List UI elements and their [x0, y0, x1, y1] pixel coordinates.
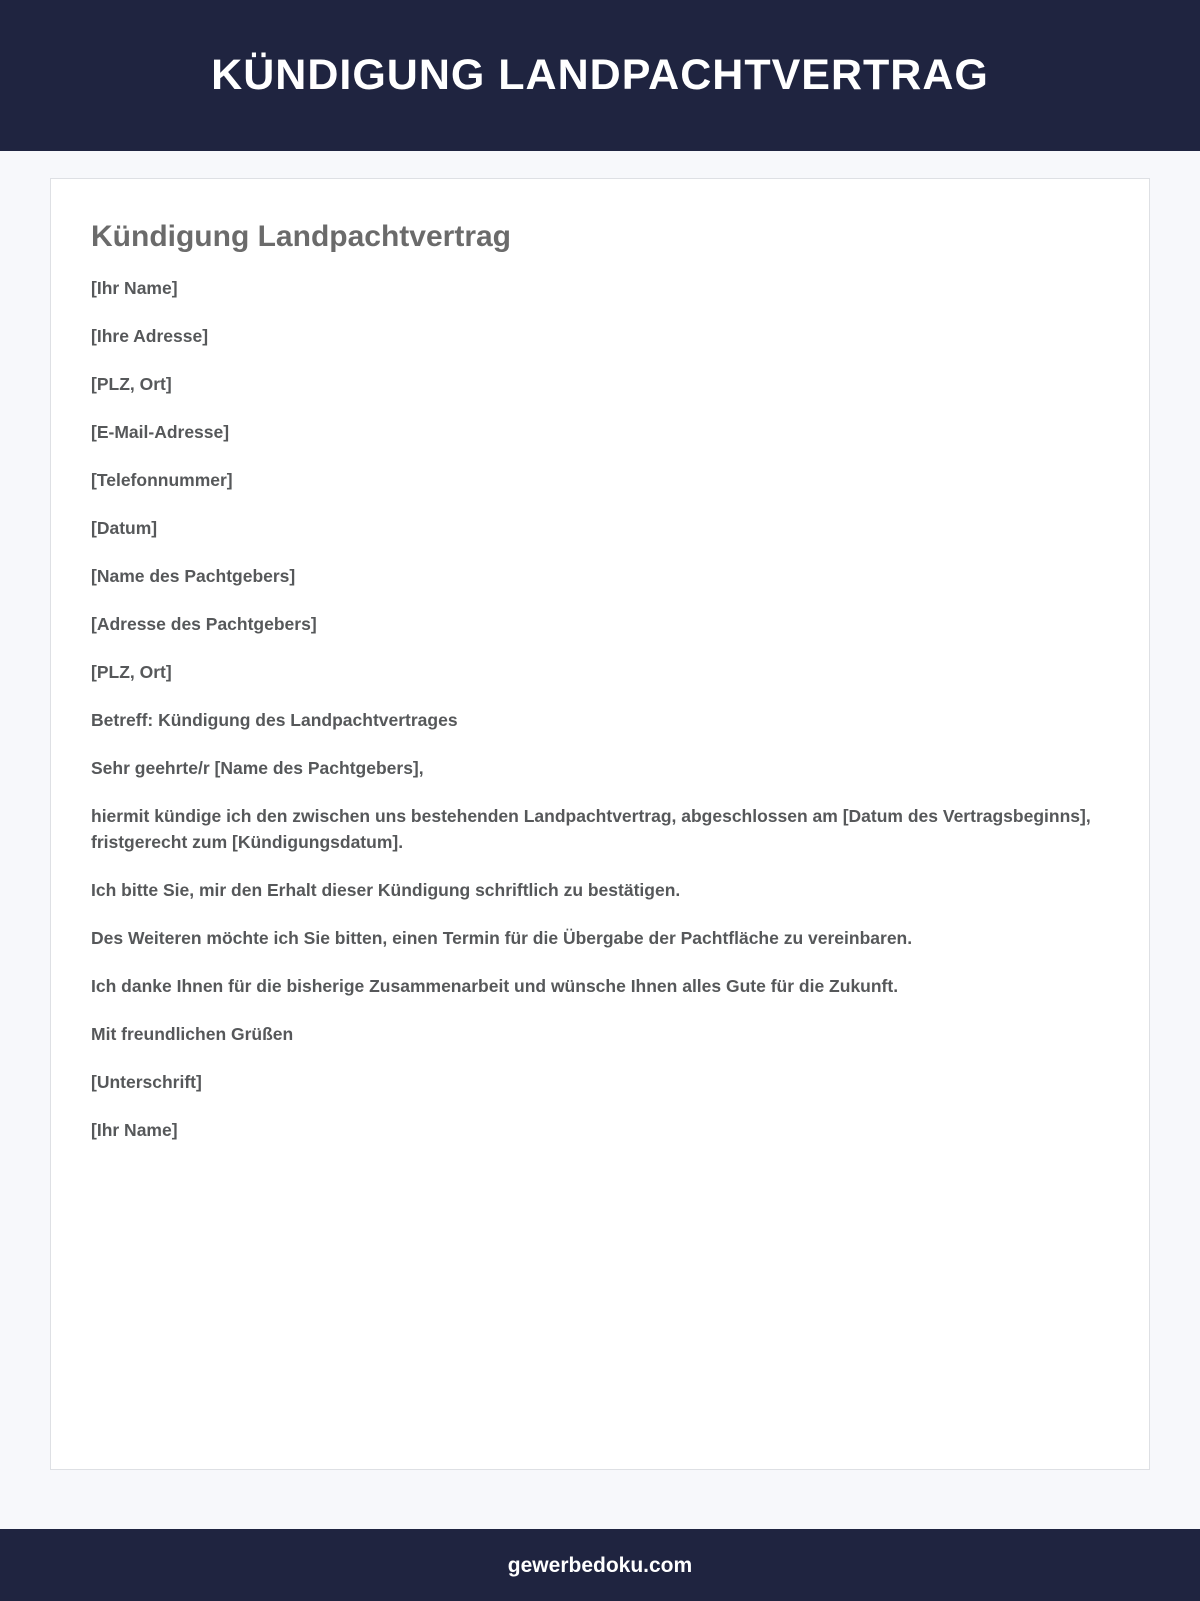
letter-line: [Datum] [91, 518, 158, 538]
letter-line: [Ihr Name] [91, 1120, 178, 1140]
letter-line: [Adresse des Pachtgebers] [91, 614, 317, 634]
letter-line: [Name des Pachtgebers] [91, 566, 296, 586]
letter-line: Des Weiteren möchte ich Sie bitten, einen Termin für die Übergabe der Pachtfläche zu vereinbaren. [91, 928, 913, 948]
paragraph-group [91, 1069, 1109, 1143]
document-heading: Kündigung Landpachtvertrag [91, 220, 511, 253]
letter-line: [E-Mail-Adresse] [91, 422, 230, 442]
letter-card [50, 178, 1150, 1470]
letter-line: [PLZ, Ort] [91, 374, 172, 394]
paragraph-group [91, 755, 1109, 781]
letter-line: [Telefonnummer] [91, 470, 233, 490]
letter-line: [Ihre Adresse] [91, 326, 209, 346]
content-area [0, 178, 1200, 1470]
paragraph-group [91, 803, 1109, 855]
page-footer [0, 1529, 1200, 1601]
letter-line: Ich bitte Sie, mir den Erhalt dieser Kündigung schriftlich zu bestätigen. [91, 880, 681, 900]
letter-line: [Ihr Name] [91, 278, 178, 298]
paragraph-group [91, 275, 1109, 541]
letter-line: Betreff: Kündigung des Landpachtvertrages [91, 710, 458, 730]
letter-line: [PLZ, Ort] [91, 662, 172, 682]
letter-line: Ich danke Ihnen für die bisherige Zusammenarbeit und wünsche Ihnen alles Gute für die Zukunft. [91, 976, 899, 996]
paragraph-group [91, 877, 1109, 903]
letter-line: Sehr geehrte/r [Name des Pachtgebers], [91, 758, 424, 778]
letter-line: hiermit kündige ich den zwischen uns bestehenden Landpachtvertrag, abgeschlossen am [Datum des Vertragsbeginns], fristgerecht zum [Kündigungsdatum]. [91, 806, 1091, 852]
paragraph-group [91, 1021, 1109, 1047]
page-header [0, 0, 1200, 151]
paragraph-group [91, 707, 1109, 733]
page-title: KÜNDIGUNG LANDPACHTVERTRAG [211, 51, 989, 99]
letter-line: [Unterschrift] [91, 1072, 202, 1092]
letter-line: Mit freundlichen Grüßen [91, 1024, 294, 1044]
footer-site-link[interactable]: gewerbedoku.com [507, 1553, 693, 1577]
paragraph-group [91, 925, 1109, 951]
paragraph-group [91, 563, 1109, 685]
paragraph-group [91, 973, 1109, 999]
letter-body [91, 275, 1109, 1143]
